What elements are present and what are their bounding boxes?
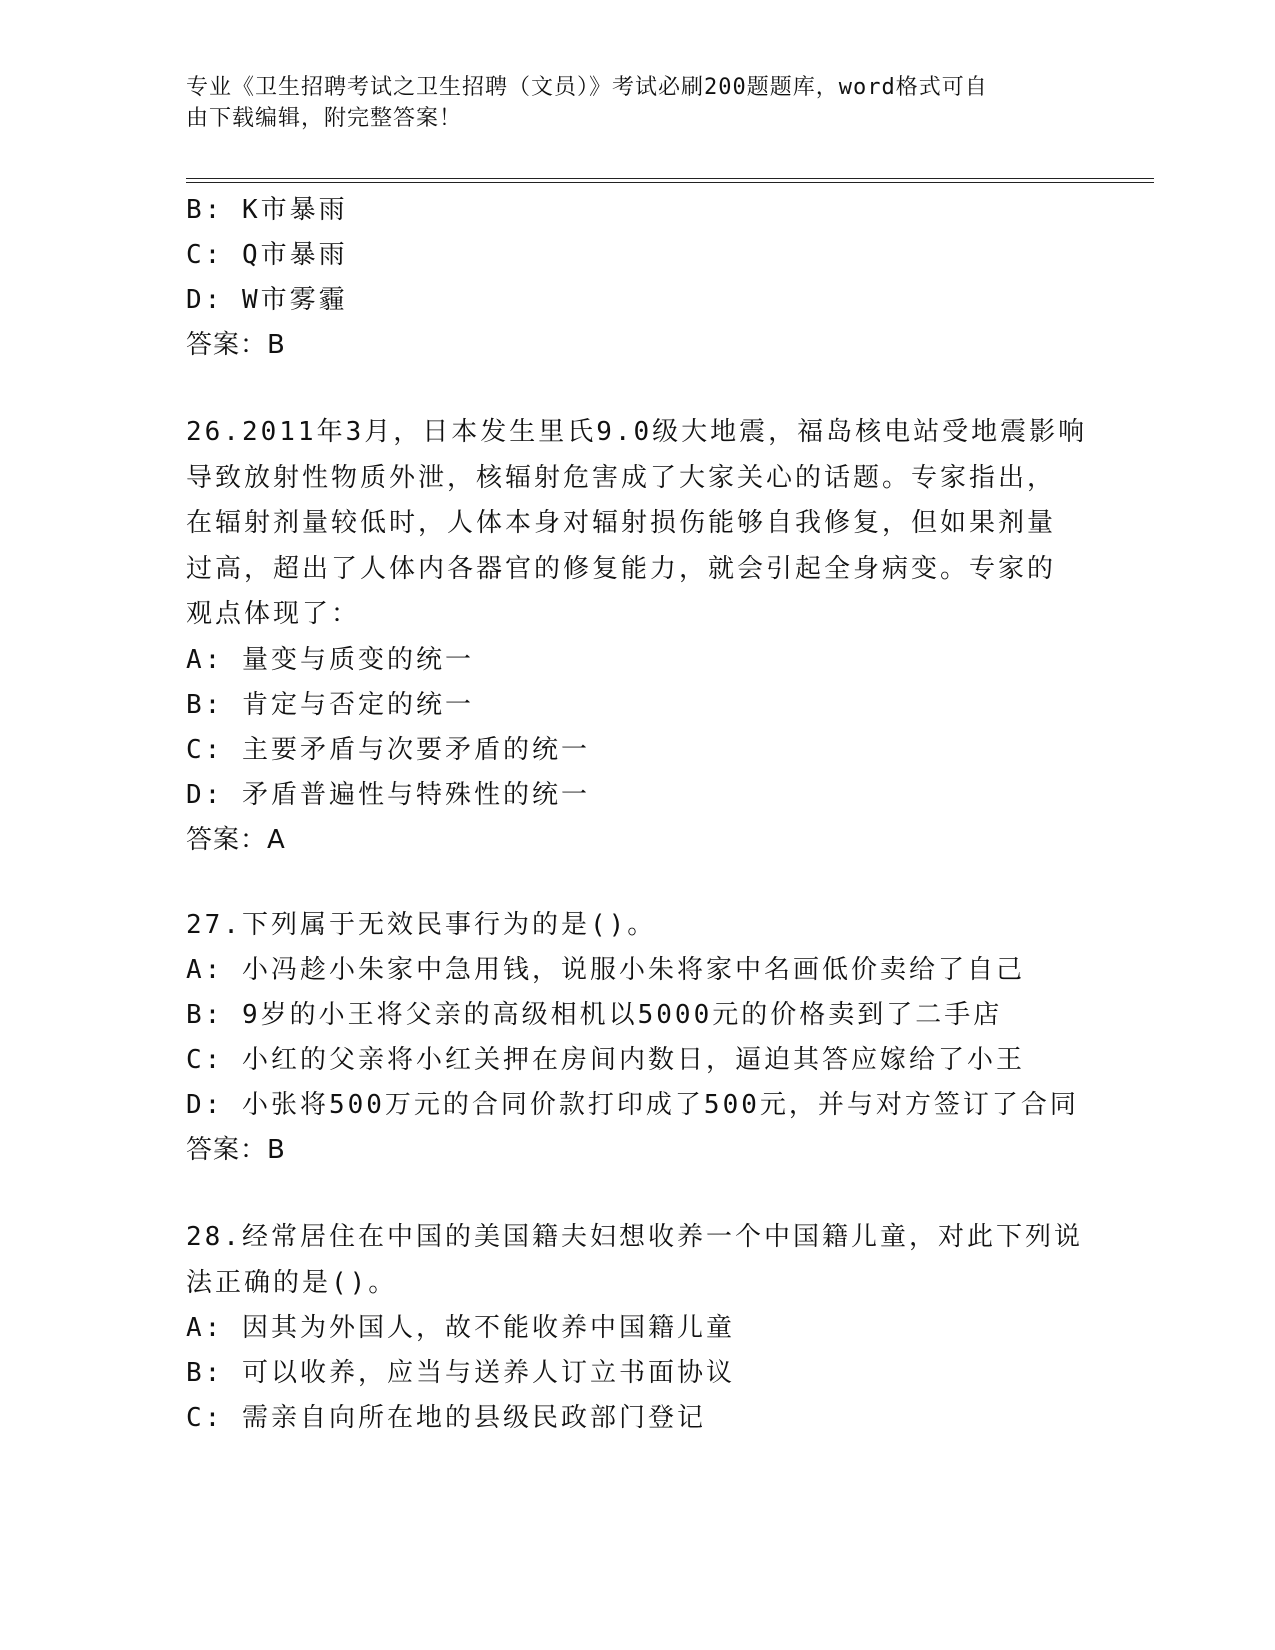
question-stem-line: 观点体现了： [186,599,361,629]
option-a: A: 量变与质变的统一 [186,644,474,675]
spacer [186,368,1086,410]
question-stem-line: 在辐射剂量较低时，人体本身对辐射损伤能够自我修复，但如果剂量 [186,508,1057,538]
option-b: B: 9岁的小王将父亲的高级相机以5000元的价格卖到了二手店 [186,1000,1003,1030]
header-rule-top [186,178,1154,179]
option-d: D: W市雾霾 [186,285,348,315]
option-d: D: 小张将500万元的合同价款打印成了500元，并与对方签订了合同 [186,1090,1079,1120]
answer-line: 答案：A [186,824,286,855]
header-rule-bottom [186,182,1154,183]
question-stem-line: 26.2011年3月，日本发生里氏9.0级大地震，福岛核电站受地震影响 [186,417,1088,447]
answer-line: 答案：B [186,330,286,360]
option-a: A: 因其为外国人，故不能收养中国籍儿童 [186,1313,735,1343]
document-header [186,72,1066,134]
spacer [186,863,1086,903]
option-c: C: 主要矛盾与次要矛盾的统一 [186,734,590,765]
question-stem-line: 导致放射性物质外泄，核辐射危害成了大家关心的话题。专家指出， [186,462,1057,493]
question-stem-line: 27.下列属于无效民事行为的是()。 [186,909,657,940]
question-stem-line: 过高，超出了人体内各器官的修复能力，就会引起全身病变。专家的 [186,553,1057,584]
question-26 [186,410,1086,863]
spacer [186,1173,1086,1215]
option-c: C: Q市暴雨 [186,240,348,270]
question-stem-line: 法正确的是()。 [186,1267,398,1298]
option-b: B: 可以收养，应当与送养人订立书面协议 [186,1358,735,1388]
option-a: A: 小冯趁小朱家中急用钱，说服小朱将家中名画低价卖给了自己 [186,955,1025,985]
option-b: B: 肯定与否定的统一 [186,689,474,720]
header-line-1: 专业《卫生招聘考试之卫生招聘（文员）》考试必刷200题题库，word格式可自 [186,75,988,100]
question-28 [186,1215,1086,1441]
option-d: D: 矛盾普遍性与特殊性的统一 [186,779,590,810]
document-body [186,188,1086,1441]
question-27 [186,903,1086,1174]
answer-line: 答案：B [186,1135,286,1165]
question-stem-line: 28.经常居住在中国的美国籍夫妇想收养一个中国籍儿童，对此下列说 [186,1222,1083,1252]
option-b: B: K市暴雨 [186,195,348,225]
option-c: C: 需亲自向所在地的县级民政部门登记 [186,1403,706,1433]
question-25-tail [186,188,1086,368]
header-line-2: 由下载编辑，附完整答案！ [186,106,463,131]
option-c: C: 小红的父亲将小红关押在房间内数日，逼迫其答应嫁给了小王 [186,1045,1025,1075]
